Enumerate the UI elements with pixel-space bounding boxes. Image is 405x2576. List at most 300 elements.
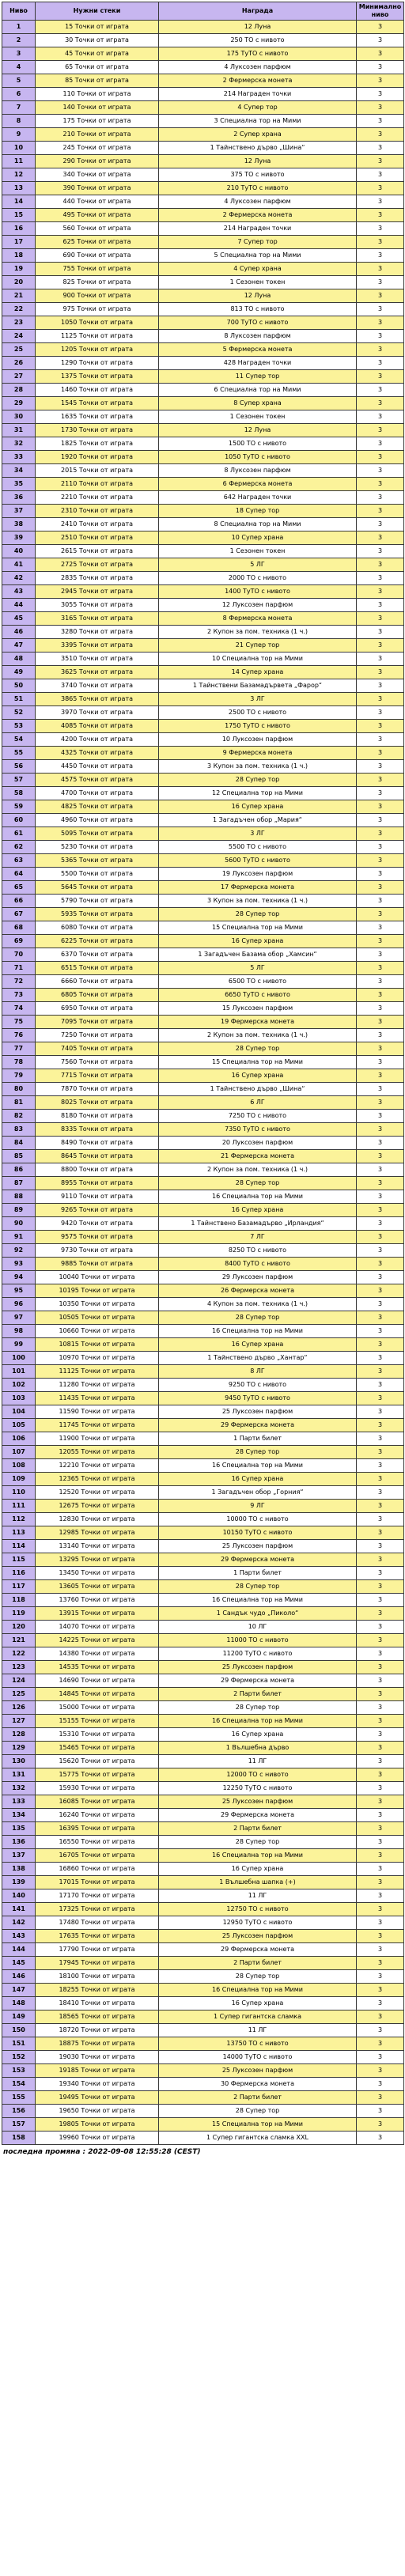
cell-required-stacks: 15930 Точки от играта <box>36 1782 159 1795</box>
table-row <box>2 330 404 343</box>
table-row <box>2 1473 404 1486</box>
cell-min-level: 3 <box>357 1338 404 1352</box>
cell-required-stacks: 495 Точки от играта <box>36 209 159 222</box>
table-row <box>2 1271 404 1284</box>
cell-reward: 8 Фермерска монета <box>159 612 357 626</box>
cell-required-stacks: 4575 Точки от играта <box>36 774 159 787</box>
cell-min-level: 3 <box>357 1284 404 1298</box>
table-row <box>2 209 404 222</box>
table-row <box>2 1338 404 1352</box>
cell-required-stacks: 19340 Точки от играта <box>36 2078 159 2091</box>
cell-level: 106 <box>2 1432 36 1446</box>
table-row <box>2 88 404 101</box>
cell-min-level: 3 <box>357 908 404 921</box>
cell-reward: 1 Супер гигантска сламка <box>159 2010 357 2024</box>
cell-required-stacks: 4700 Точки от играта <box>36 787 159 800</box>
cell-min-level: 3 <box>357 1083 404 1096</box>
cell-reward: 3 ЛГ <box>159 827 357 841</box>
cell-min-level: 3 <box>357 1500 404 1513</box>
header-min-level: Минимално ниво <box>357 2 404 21</box>
table-row <box>2 1405 404 1419</box>
cell-level: 15 <box>2 209 36 222</box>
cell-level: 156 <box>2 2105 36 2118</box>
cell-required-stacks: 10195 Точки от играта <box>36 1284 159 1298</box>
table-row <box>2 343 404 357</box>
cell-required-stacks: 11125 Точки от играта <box>36 1365 159 1379</box>
cell-level: 142 <box>2 1916 36 1930</box>
cell-min-level: 3 <box>357 437 404 451</box>
table-row <box>2 1486 404 1500</box>
cell-level: 14 <box>2 195 36 209</box>
cell-required-stacks: 14225 Точки от играта <box>36 1634 159 1647</box>
cell-min-level: 3 <box>357 1916 404 1930</box>
cell-min-level: 3 <box>357 289 404 303</box>
table-row <box>2 276 404 289</box>
cell-min-level: 3 <box>357 357 404 370</box>
cell-level: 1 <box>2 21 36 34</box>
cell-level: 117 <box>2 1580 36 1594</box>
table-row <box>2 182 404 195</box>
cell-reward: 700 ТуТО с нивото <box>159 316 357 330</box>
cell-required-stacks: 18100 Точки от играта <box>36 1970 159 1984</box>
cell-level: 73 <box>2 989 36 1002</box>
table-row <box>2 1526 404 1540</box>
cell-min-level: 3 <box>357 491 404 505</box>
table-row <box>2 2132 404 2145</box>
table-row <box>2 1446 404 1459</box>
cell-reward: 8250 ТО с нивото <box>159 1244 357 1258</box>
cell-reward: 16 Супер храна <box>159 1338 357 1352</box>
cell-level: 122 <box>2 1647 36 1661</box>
cell-reward: 29 Фермерска монета <box>159 1943 357 1957</box>
table-row <box>2 1311 404 1325</box>
last-modified-footer: последна промяна : 2022-09-08 12:55:28 (CEST) <box>3 2148 201 2156</box>
cell-reward: 4 Луксозен парфюм <box>159 195 357 209</box>
table-row <box>2 1110 404 1123</box>
cell-level: 118 <box>2 1594 36 1607</box>
cell-level: 152 <box>2 2051 36 2064</box>
cell-reward: 28 Супер тор <box>159 1177 357 1190</box>
cell-required-stacks: 1125 Точки от играта <box>36 330 159 343</box>
cell-required-stacks: 5790 Точки от играта <box>36 895 159 908</box>
table-row <box>2 2051 404 2064</box>
cell-level: 68 <box>2 921 36 935</box>
table-row <box>2 1634 404 1647</box>
cell-min-level: 3 <box>357 1782 404 1795</box>
cell-reward: 11000 ТО с нивото <box>159 1634 357 1647</box>
cell-reward: 9 Фермерска монета <box>159 747 357 760</box>
cell-level: 49 <box>2 666 36 679</box>
cell-required-stacks: 11590 Точки от играта <box>36 1405 159 1419</box>
table-row <box>2 1284 404 1298</box>
cell-required-stacks: 3740 Точки от играта <box>36 679 159 693</box>
table-row <box>2 397 404 410</box>
cell-reward: 21 Фермерска монета <box>159 1150 357 1163</box>
cell-level: 44 <box>2 599 36 612</box>
cell-min-level: 3 <box>357 827 404 841</box>
cell-min-level: 3 <box>357 1594 404 1607</box>
cell-level: 90 <box>2 1217 36 1231</box>
cell-level: 76 <box>2 1029 36 1042</box>
table-row <box>2 1042 404 1056</box>
cell-required-stacks: 560 Точки от играта <box>36 222 159 236</box>
cell-min-level: 3 <box>357 1352 404 1365</box>
cell-required-stacks: 9420 Точки от играта <box>36 1217 159 1231</box>
cell-reward: 214 Награден точки <box>159 88 357 101</box>
cell-min-level: 3 <box>357 195 404 209</box>
table-row <box>2 558 404 572</box>
table-row <box>2 1647 404 1661</box>
cell-min-level: 3 <box>357 464 404 478</box>
cell-level: 12 <box>2 168 36 182</box>
table-row <box>2 2064 404 2078</box>
cell-min-level: 3 <box>357 1446 404 1459</box>
cell-required-stacks: 390 Точки от играта <box>36 182 159 195</box>
cell-level: 62 <box>2 841 36 854</box>
table-row <box>2 787 404 800</box>
table-row <box>2 384 404 397</box>
cell-level: 51 <box>2 693 36 706</box>
cell-required-stacks: 6370 Точки от играта <box>36 948 159 962</box>
table-row <box>2 881 404 895</box>
table-row <box>2 1984 404 1997</box>
cell-min-level: 3 <box>357 115 404 128</box>
table-row <box>2 1553 404 1567</box>
cell-reward: 16 Супер храна <box>159 1728 357 1742</box>
cell-level: 45 <box>2 612 36 626</box>
cell-min-level: 3 <box>357 1123 404 1137</box>
cell-required-stacks: 13295 Точки от играта <box>36 1553 159 1567</box>
cell-required-stacks: 10040 Точки от играта <box>36 1271 159 1284</box>
cell-level: 65 <box>2 881 36 895</box>
cell-reward: 1 Супер гигантска сламка XXL <box>159 2132 357 2145</box>
cell-level: 155 <box>2 2091 36 2105</box>
table-row <box>2 1419 404 1432</box>
cell-min-level: 3 <box>357 1016 404 1029</box>
cell-min-level: 3 <box>357 1190 404 1204</box>
cell-required-stacks: 4825 Точки от играта <box>36 800 159 814</box>
cell-level: 4 <box>2 61 36 74</box>
cell-level: 30 <box>2 410 36 424</box>
cell-reward: 28 Супер тор <box>159 1701 357 1715</box>
table-row <box>2 1540 404 1553</box>
cell-reward: 4 Супер тор <box>159 101 357 115</box>
table-row <box>2 1849 404 1863</box>
cell-reward: 11 ЛГ <box>159 2024 357 2037</box>
cell-required-stacks: 10660 Точки от играта <box>36 1325 159 1338</box>
cell-reward: 2500 ТО с нивото <box>159 706 357 720</box>
cell-min-level: 3 <box>357 1432 404 1446</box>
cell-level: 6 <box>2 88 36 101</box>
rewards-table <box>2 2 404 2145</box>
table-row <box>2 1701 404 1715</box>
cell-level: 145 <box>2 1957 36 1970</box>
cell-level: 23 <box>2 316 36 330</box>
cell-reward: 2 Парти билет <box>159 1688 357 1701</box>
cell-required-stacks: 975 Точки от играта <box>36 303 159 316</box>
cell-reward: 28 Супер тор <box>159 774 357 787</box>
table-row <box>2 626 404 639</box>
cell-level: 139 <box>2 1876 36 1889</box>
cell-required-stacks: 45 Точки от играта <box>36 47 159 61</box>
cell-reward: 2000 ТО с нивото <box>159 572 357 585</box>
header-reward: Награда <box>159 2 357 21</box>
header-level: Ниво <box>2 2 36 21</box>
cell-required-stacks: 3625 Точки от играта <box>36 666 159 679</box>
cell-min-level: 3 <box>357 814 404 827</box>
cell-reward: 12000 ТО с нивото <box>159 1768 357 1782</box>
cell-min-level: 3 <box>357 1889 404 1903</box>
cell-level: 112 <box>2 1513 36 1526</box>
cell-level: 104 <box>2 1405 36 1419</box>
table-row <box>2 1029 404 1042</box>
cell-reward: 8400 ТуТО с нивото <box>159 1258 357 1271</box>
table-row <box>2 935 404 948</box>
cell-reward: 2 Купон за пом. техника (1 ч.) <box>159 1029 357 1042</box>
cell-min-level: 3 <box>357 182 404 195</box>
cell-min-level: 3 <box>357 841 404 854</box>
cell-level: 137 <box>2 1849 36 1863</box>
cell-required-stacks: 8025 Точки от играта <box>36 1096 159 1110</box>
cell-min-level: 3 <box>357 478 404 491</box>
cell-min-level: 3 <box>357 679 404 693</box>
cell-required-stacks: 2410 Точки от играта <box>36 518 159 531</box>
table-row <box>2 800 404 814</box>
cell-min-level: 3 <box>357 774 404 787</box>
cell-min-level: 3 <box>357 2078 404 2091</box>
cell-reward: 428 Награден точки <box>159 357 357 370</box>
cell-min-level: 3 <box>357 1755 404 1768</box>
cell-reward: 28 Супер тор <box>159 1836 357 1849</box>
cell-reward: 20 Луксозен парфюм <box>159 1137 357 1150</box>
table-row <box>2 1768 404 1782</box>
cell-level: 58 <box>2 787 36 800</box>
cell-reward: 1750 ТуТО с нивото <box>159 720 357 733</box>
cell-reward: 1 Сезонен токен <box>159 545 357 558</box>
cell-required-stacks: 10970 Точки от играта <box>36 1352 159 1365</box>
cell-reward: 11 ЛГ <box>159 1755 357 1768</box>
table-row <box>2 948 404 962</box>
cell-reward: 14000 ТуТО с нивото <box>159 2051 357 2064</box>
cell-required-stacks: 1920 Точки от играта <box>36 451 159 464</box>
cell-required-stacks: 13915 Точки от играта <box>36 1607 159 1621</box>
cell-min-level: 3 <box>357 1553 404 1567</box>
cell-min-level: 3 <box>357 263 404 276</box>
cell-level: 78 <box>2 1056 36 1069</box>
cell-reward: 19 Луксозен парфюм <box>159 868 357 881</box>
cell-reward: 16 Супер храна <box>159 1069 357 1083</box>
table-row <box>2 168 404 182</box>
cell-min-level: 3 <box>357 1177 404 1190</box>
cell-level: 55 <box>2 747 36 760</box>
cell-level: 37 <box>2 505 36 518</box>
cell-level: 69 <box>2 935 36 948</box>
cell-required-stacks: 9575 Точки от играта <box>36 1231 159 1244</box>
cell-level: 148 <box>2 1997 36 2010</box>
table-row <box>2 666 404 679</box>
cell-level: 107 <box>2 1446 36 1459</box>
cell-level: 61 <box>2 827 36 841</box>
cell-level: 87 <box>2 1177 36 1190</box>
cell-level: 110 <box>2 1486 36 1500</box>
cell-level: 121 <box>2 1634 36 1647</box>
table-row <box>2 263 404 276</box>
cell-reward: 12950 ТуТО с нивото <box>159 1916 357 1930</box>
cell-required-stacks: 2510 Точки от играта <box>36 531 159 545</box>
cell-required-stacks: 14380 Точки от играта <box>36 1647 159 1661</box>
cell-min-level: 3 <box>357 531 404 545</box>
cell-reward: 12 Луна <box>159 289 357 303</box>
table-row <box>2 2091 404 2105</box>
cell-level: 126 <box>2 1701 36 1715</box>
cell-level: 130 <box>2 1755 36 1768</box>
cell-reward: 15 Специална тор на Мими <box>159 921 357 935</box>
cell-min-level: 3 <box>357 1365 404 1379</box>
cell-required-stacks: 19495 Точки от играта <box>36 2091 159 2105</box>
table-row <box>2 74 404 88</box>
table-row <box>2 706 404 720</box>
cell-level: 116 <box>2 1567 36 1580</box>
cell-reward: 28 Супер тор <box>159 1311 357 1325</box>
cell-required-stacks: 4960 Точки от играта <box>36 814 159 827</box>
cell-min-level: 3 <box>357 1137 404 1150</box>
cell-min-level: 3 <box>357 2118 404 2132</box>
cell-reward: 19 Фермерска монета <box>159 1016 357 1029</box>
cell-reward: 9450 ТуТО с нивото <box>159 1392 357 1405</box>
cell-min-level: 3 <box>357 1231 404 1244</box>
cell-reward: 6 Специална тор на Мими <box>159 384 357 397</box>
cell-required-stacks: 690 Точки от играта <box>36 249 159 263</box>
cell-required-stacks: 14690 Точки от играта <box>36 1674 159 1688</box>
table-row <box>2 1137 404 1150</box>
table-row <box>2 47 404 61</box>
cell-reward: 375 ТО с нивото <box>159 168 357 182</box>
cell-level: 52 <box>2 706 36 720</box>
cell-level: 17 <box>2 236 36 249</box>
cell-level: 29 <box>2 397 36 410</box>
table-row <box>2 1500 404 1513</box>
cell-min-level: 3 <box>357 1809 404 1822</box>
cell-level: 56 <box>2 760 36 774</box>
table-row <box>2 2037 404 2051</box>
cell-reward: 1 Сезонен токен <box>159 276 357 289</box>
table-row <box>2 1607 404 1621</box>
table-row <box>2 1863 404 1876</box>
cell-required-stacks: 14845 Точки от играта <box>36 1688 159 1701</box>
cell-level: 123 <box>2 1661 36 1674</box>
table-row <box>2 989 404 1002</box>
cell-min-level: 3 <box>357 249 404 263</box>
cell-level: 42 <box>2 572 36 585</box>
cell-level: 53 <box>2 720 36 733</box>
cell-min-level: 3 <box>357 800 404 814</box>
cell-required-stacks: 14535 Точки от играта <box>36 1661 159 1674</box>
cell-reward: 5 ЛГ <box>159 558 357 572</box>
cell-level: 108 <box>2 1459 36 1473</box>
cell-reward: 210 ТуТО с нивото <box>159 182 357 195</box>
cell-required-stacks: 1290 Точки от играта <box>36 357 159 370</box>
table-row <box>2 572 404 585</box>
cell-level: 86 <box>2 1163 36 1177</box>
cell-min-level: 3 <box>357 61 404 74</box>
cell-level: 20 <box>2 276 36 289</box>
cell-min-level: 3 <box>357 585 404 599</box>
cell-required-stacks: 18410 Точки от играта <box>36 1997 159 2010</box>
cell-min-level: 3 <box>357 1795 404 1809</box>
cell-level: 89 <box>2 1204 36 1217</box>
cell-required-stacks: 2835 Точки от играта <box>36 572 159 585</box>
cell-min-level: 3 <box>357 626 404 639</box>
table-row <box>2 1621 404 1634</box>
cell-reward: 25 Луксозен парфюм <box>159 1540 357 1553</box>
cell-min-level: 3 <box>357 1863 404 1876</box>
cell-min-level: 3 <box>357 1715 404 1728</box>
cell-level: 129 <box>2 1742 36 1755</box>
cell-level: 7 <box>2 101 36 115</box>
cell-min-level: 3 <box>357 1567 404 1580</box>
cell-level: 28 <box>2 384 36 397</box>
table-row <box>2 142 404 155</box>
cell-level: 72 <box>2 975 36 989</box>
cell-reward: 8 Супер храна <box>159 397 357 410</box>
cell-min-level: 3 <box>357 720 404 733</box>
cell-reward: 2 Парти билет <box>159 1822 357 1836</box>
cell-min-level: 3 <box>357 1836 404 1849</box>
cell-reward: 18 Супер тор <box>159 505 357 518</box>
cell-min-level: 3 <box>357 1379 404 1392</box>
cell-reward: 13750 ТО с нивото <box>159 2037 357 2051</box>
table-row <box>2 1231 404 1244</box>
cell-reward: 1 Тайнствено Базамадърво „Ирландия“ <box>159 1217 357 1231</box>
cell-required-stacks: 2015 Точки от играта <box>36 464 159 478</box>
table-row <box>2 1244 404 1258</box>
cell-reward: 12 Луна <box>159 155 357 168</box>
cell-level: 3 <box>2 47 36 61</box>
cell-reward: 5500 ТО с нивото <box>159 841 357 854</box>
table-row <box>2 34 404 47</box>
cell-required-stacks: 1375 Точки от играта <box>36 370 159 384</box>
cell-min-level: 3 <box>357 142 404 155</box>
table-row <box>2 370 404 384</box>
cell-reward: 10000 ТО с нивото <box>159 1513 357 1526</box>
cell-reward: 2 Супер храна <box>159 128 357 142</box>
cell-required-stacks: 8180 Точки от играта <box>36 1110 159 1123</box>
cell-level: 81 <box>2 1096 36 1110</box>
table-row <box>2 1365 404 1379</box>
cell-reward: 2 Фермерска монета <box>159 74 357 88</box>
table-row <box>2 841 404 854</box>
cell-min-level: 3 <box>357 2037 404 2051</box>
cell-min-level: 3 <box>357 128 404 142</box>
cell-required-stacks: 7715 Точки от играта <box>36 1069 159 1083</box>
cell-min-level: 3 <box>357 451 404 464</box>
cell-required-stacks: 7405 Точки от играта <box>36 1042 159 1056</box>
table-row <box>2 518 404 531</box>
cell-required-stacks: 18720 Точки от играта <box>36 2024 159 2037</box>
table-row <box>2 720 404 733</box>
cell-reward: 29 Фермерска монета <box>159 1419 357 1432</box>
table-row <box>2 1580 404 1594</box>
table-row <box>2 1674 404 1688</box>
cell-required-stacks: 16395 Точки от играта <box>36 1822 159 1836</box>
cell-min-level: 3 <box>357 1540 404 1553</box>
table-row <box>2 303 404 316</box>
cell-min-level: 3 <box>357 787 404 800</box>
cell-min-level: 3 <box>357 2051 404 2064</box>
cell-min-level: 3 <box>357 1311 404 1325</box>
cell-reward: 15 Специална тор на Мими <box>159 1056 357 1069</box>
cell-level: 48 <box>2 653 36 666</box>
